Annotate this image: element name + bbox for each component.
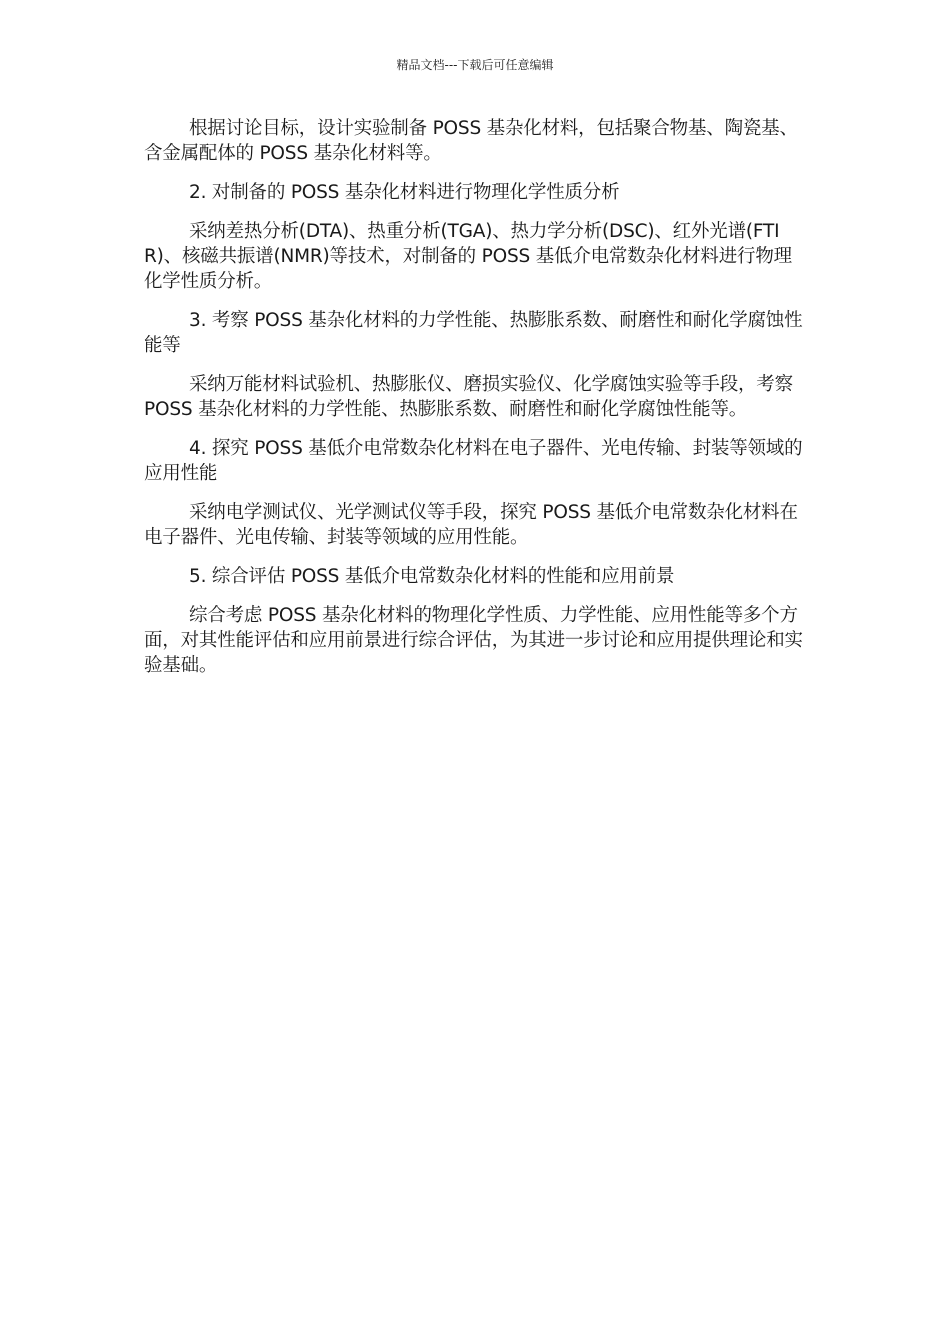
section-heading-5: 5. 综合评估 POSS 基低介电常数杂化材料的性能和应用前景 — [189, 566, 675, 587]
page-header: 精品文档---下载后可任意编辑 — [396, 58, 554, 72]
paragraph-intro: 根据讨论目标，设计实验制备 POSS 基杂化材料，包括聚合物基、陶瓷基、含金属配体的 POSS 基杂化材料等。 — [144, 118, 798, 164]
section-heading-3: 3. 考察 POSS 基杂化材料的力学性能、热膨胀系数、耐磨性和耐化学腐蚀性能等 — [144, 310, 803, 356]
paragraph-3-body: 采纳万能材料试验机、热膨胀仪、磨损实验仪、化学腐蚀实验等手段，考察 POSS 基杂化材料的力学性能、热膨胀系数、耐磨性和耐化学腐蚀性能等。 — [144, 374, 793, 420]
paragraph-4-body: 采纳电学测试仪、光学测试仪等手段，探究 POSS 基低介电常数杂化材料在电子器件、光电传输、封装等领域的应用性能。 — [144, 502, 798, 548]
paragraph-2-body: 采纳差热分析(DTA)、热重分析(TGA)、热力学分析(DSC)、红外光谱(FTIR)、核磁共振谱(NMR)等技术，对制备的 POSS 基低介电常数杂化材料进行物理化学性质分析。 — [144, 221, 792, 292]
section-heading-4: 4. 探究 POSS 基低介电常数杂化材料在电子器件、光电传输、封装等领域的应用性能 — [144, 438, 803, 484]
paragraph-5-body: 综合考虑 POSS 基杂化材料的物理化学性质、力学性能、应用性能等多个方面，对其性能评估和应用前景进行综合评估，为其进一步讨论和应用提供理论和实验基础。 — [144, 605, 803, 676]
section-heading-2: 2. 对制备的 POSS 基杂化材料进行物理化学性质分析 — [189, 182, 620, 203]
document-body — [144, 116, 806, 692]
